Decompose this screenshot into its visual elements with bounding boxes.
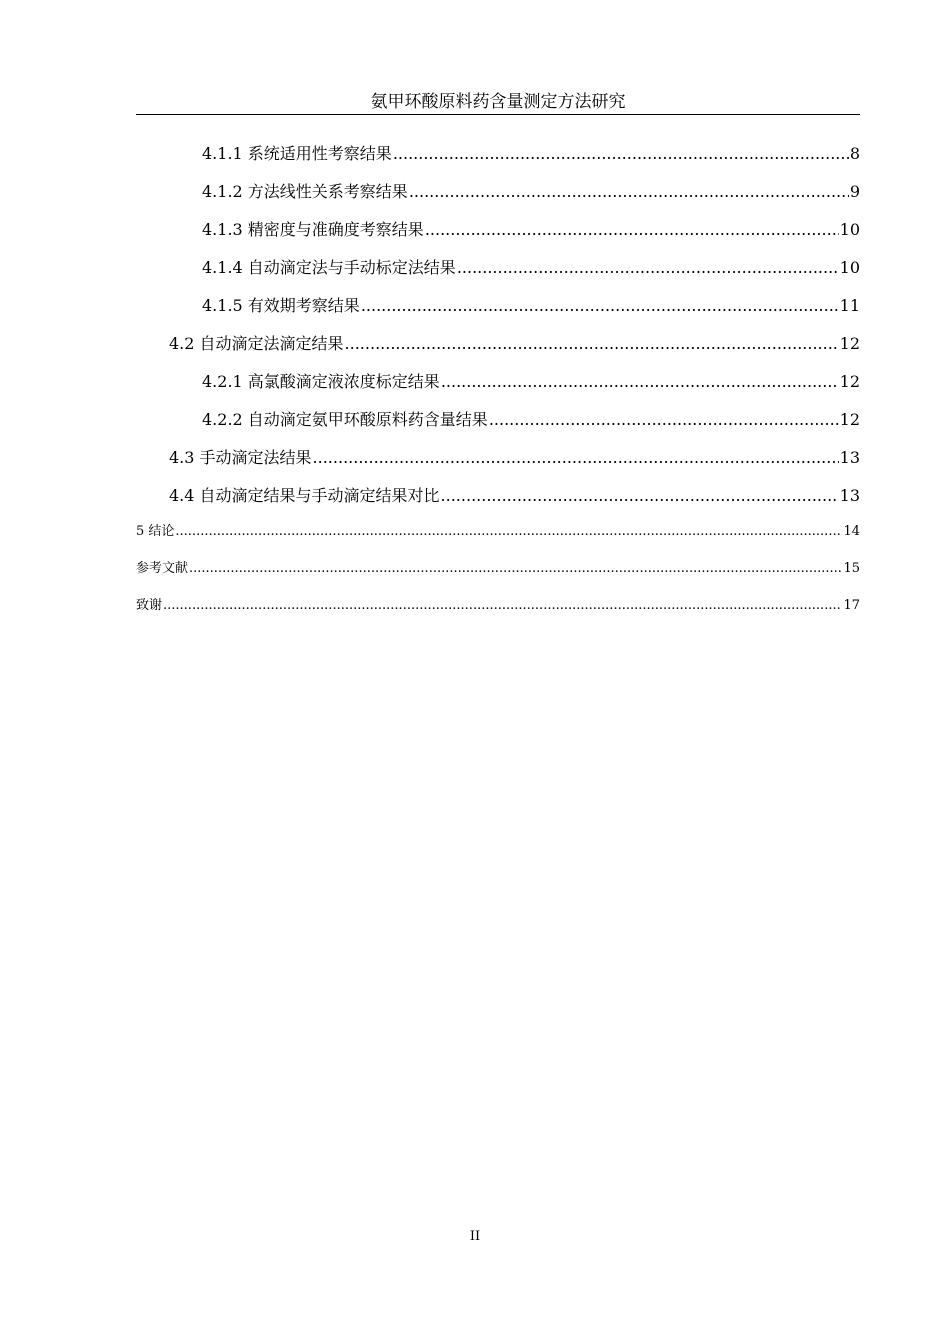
toc-entry-title: 4.2.1 高氯酸滴定液浓度标定结果 — [202, 372, 440, 391]
toc-entry-title: 4.1.1 系统适用性考察结果 — [202, 144, 392, 163]
toc-entry-title: 4.1.4 自动滴定法与手动标定法结果 — [202, 258, 456, 277]
toc-dot-leader — [313, 445, 839, 471]
toc-entry-4-2-1[interactable] — [136, 369, 860, 407]
toc-entry-page: 11 — [839, 296, 860, 315]
toc-entry-title: 参考文献 — [136, 561, 189, 576]
toc-entry-title: 4.1.5 有效期考察结果 — [202, 296, 360, 315]
toc-entry-page: 14 — [843, 524, 860, 539]
toc-entry-title: 4.4 自动滴定结果与手动滴定结果对比 — [169, 486, 440, 505]
toc-entry-page: 12 — [839, 410, 860, 429]
toc-entry-title: 4.2.2 自动滴定氨甲环酸原料药含量结果 — [202, 410, 488, 429]
toc-dot-leader — [409, 179, 849, 205]
toc-dot-leader — [441, 483, 839, 509]
table-of-contents — [136, 141, 860, 632]
toc-dot-leader — [345, 331, 839, 357]
toc-dot-leader — [441, 369, 839, 395]
toc-entry-page: 10 — [839, 220, 860, 239]
toc-entry-4-2[interactable] — [136, 331, 860, 369]
document-title: 氨甲环酸原料药含量测定方法研究 — [370, 92, 626, 112]
toc-entry-conclusion[interactable] — [136, 521, 860, 558]
toc-entry-4-2-2[interactable] — [136, 407, 860, 445]
toc-dot-leader — [189, 558, 842, 580]
toc-entry-4-1-5[interactable] — [136, 293, 860, 331]
toc-dot-leader — [175, 521, 842, 543]
toc-entry-page: 13 — [839, 486, 860, 505]
toc-dot-leader — [361, 293, 839, 319]
toc-entry-page: 12 — [839, 372, 860, 391]
toc-entry-page: 9 — [849, 182, 860, 201]
toc-entry-page: 13 — [839, 448, 860, 467]
toc-entry-4-4[interactable] — [136, 483, 860, 521]
toc-entry-title: 4.3 手动滴定法结果 — [169, 448, 312, 467]
toc-entry-title: 5 结论 — [136, 524, 175, 539]
toc-entry-page: 10 — [839, 258, 860, 277]
toc-entry-4-3[interactable] — [136, 445, 860, 483]
toc-entry-acknowledgements[interactable] — [136, 595, 860, 632]
toc-entry-4-1-2[interactable] — [136, 179, 860, 217]
toc-entry-title: 4.1.3 精密度与准确度考察结果 — [202, 220, 424, 239]
toc-entry-page: 17 — [843, 598, 860, 613]
toc-entry-4-1-4[interactable] — [136, 255, 860, 293]
toc-dot-leader — [489, 407, 839, 433]
toc-entry-title: 4.1.2 方法线性关系考察结果 — [202, 182, 408, 201]
toc-dot-leader — [163, 595, 842, 617]
toc-entry-4-1-3[interactable] — [136, 217, 860, 255]
toc-entry-references[interactable] — [136, 558, 860, 595]
toc-dot-leader — [393, 141, 849, 167]
toc-dot-leader — [425, 217, 839, 243]
page-header — [136, 90, 860, 115]
page-number: II — [469, 1229, 481, 1244]
toc-entry-page: 15 — [843, 561, 860, 576]
page-footer — [0, 1228, 950, 1246]
toc-dot-leader — [457, 255, 839, 281]
toc-entry-page: 12 — [839, 334, 860, 353]
toc-entry-page: 8 — [849, 144, 860, 163]
toc-entry-4-1-1[interactable] — [136, 141, 860, 179]
toc-entry-title: 4.2 自动滴定法滴定结果 — [169, 334, 344, 353]
toc-entry-title: 致谢 — [136, 598, 163, 613]
